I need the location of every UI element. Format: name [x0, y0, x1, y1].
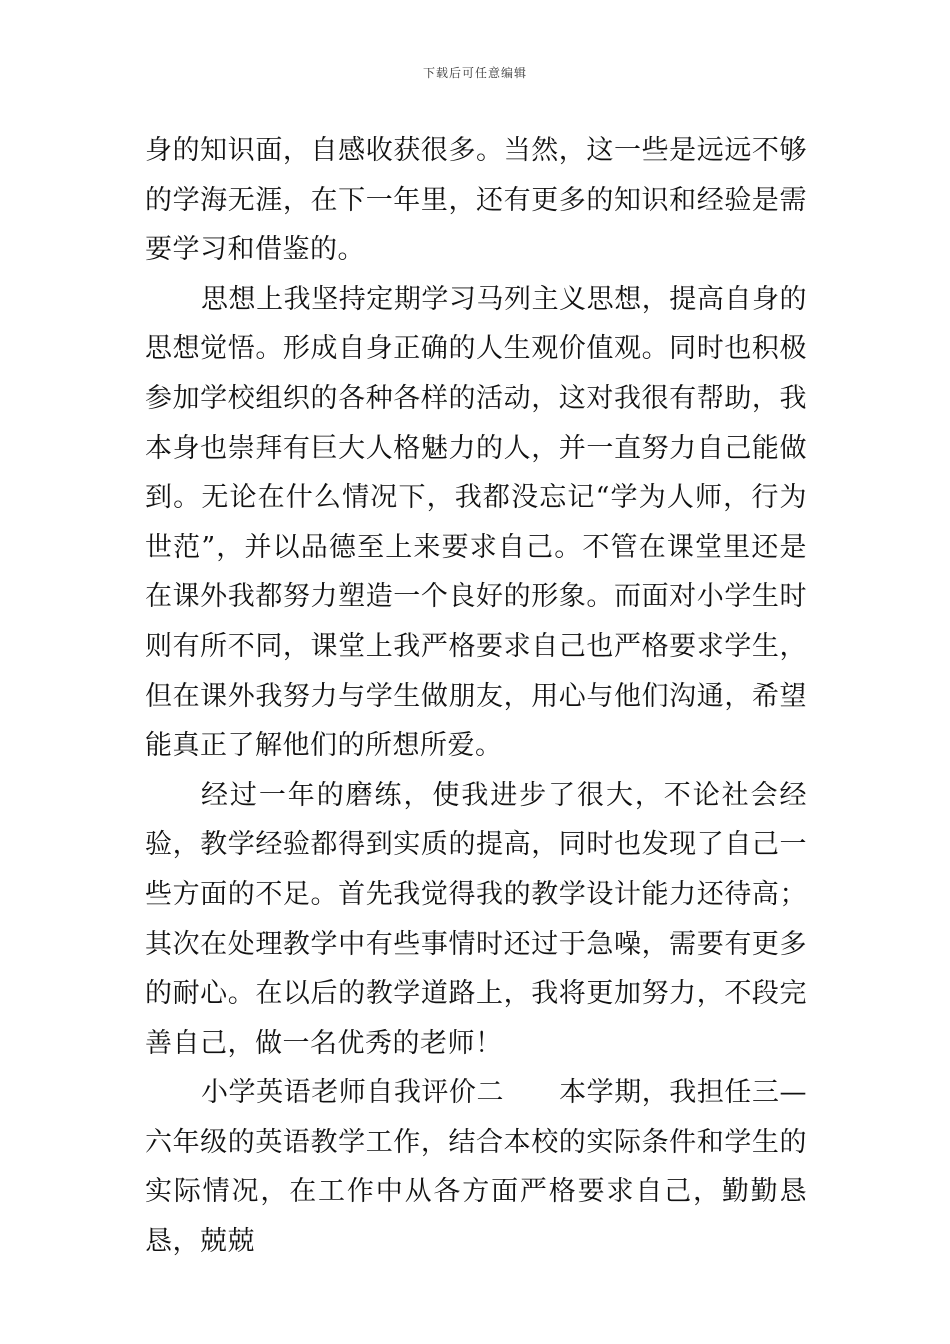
paragraph-ideology: 思想上我坚持定期学习马列主义思想，提高自身的思想觉悟。形成自身正确的人生观价值观。同时也积极参加学校组织的各种各样的活动，这对我很有帮助，我本身也崇拜有巨大人格魅力的人，并一直努力自己能做到。无论在什么情况下，我都没忘记“学为人师，行为世范”，并以品德至上来要求自己。不管在课堂里还是在课外我都努力塑造一个良好的形象。而面对小学生时则有所不同，课堂上我严格要求自己也严格要求学生，但在课外我努力与学生做朋友，用心与他们沟通，希望能真正了解他们的所想所爱。 — [145, 283, 807, 762]
document-body — [145, 126, 807, 1267]
paragraph-continuation: 身的知识面，自感收获很多。当然，这一些是远远不够的学海无涯，在下一年里，还有更多的知识和经验是需要学习和借鉴的。 — [145, 135, 807, 266]
paragraph-evaluation-two: 小学英语老师自我评价二 本学期，我担任三—六年级的英语教学工作，结合本校的实际条件和学生的实际情况，在工作中从各方面严格要求自己，勤勤恳恳，兢兢 — [145, 1077, 807, 1258]
paragraph-reflection: 经过一年的磨练，使我进步了很大，不论社会经验，教学经验都得到实质的提高，同时也发现了自己一些方面的不足。首先我觉得我的教学设计能力还待高；其次在处理教学中有些事情时还过于急噪，需要有更多的耐心。在以后的教学道路上，我将更加努力，不段完善自己，做一名优秀的老师！ — [145, 779, 807, 1059]
page-header-note: 下载后可任意编辑 — [422, 66, 527, 80]
